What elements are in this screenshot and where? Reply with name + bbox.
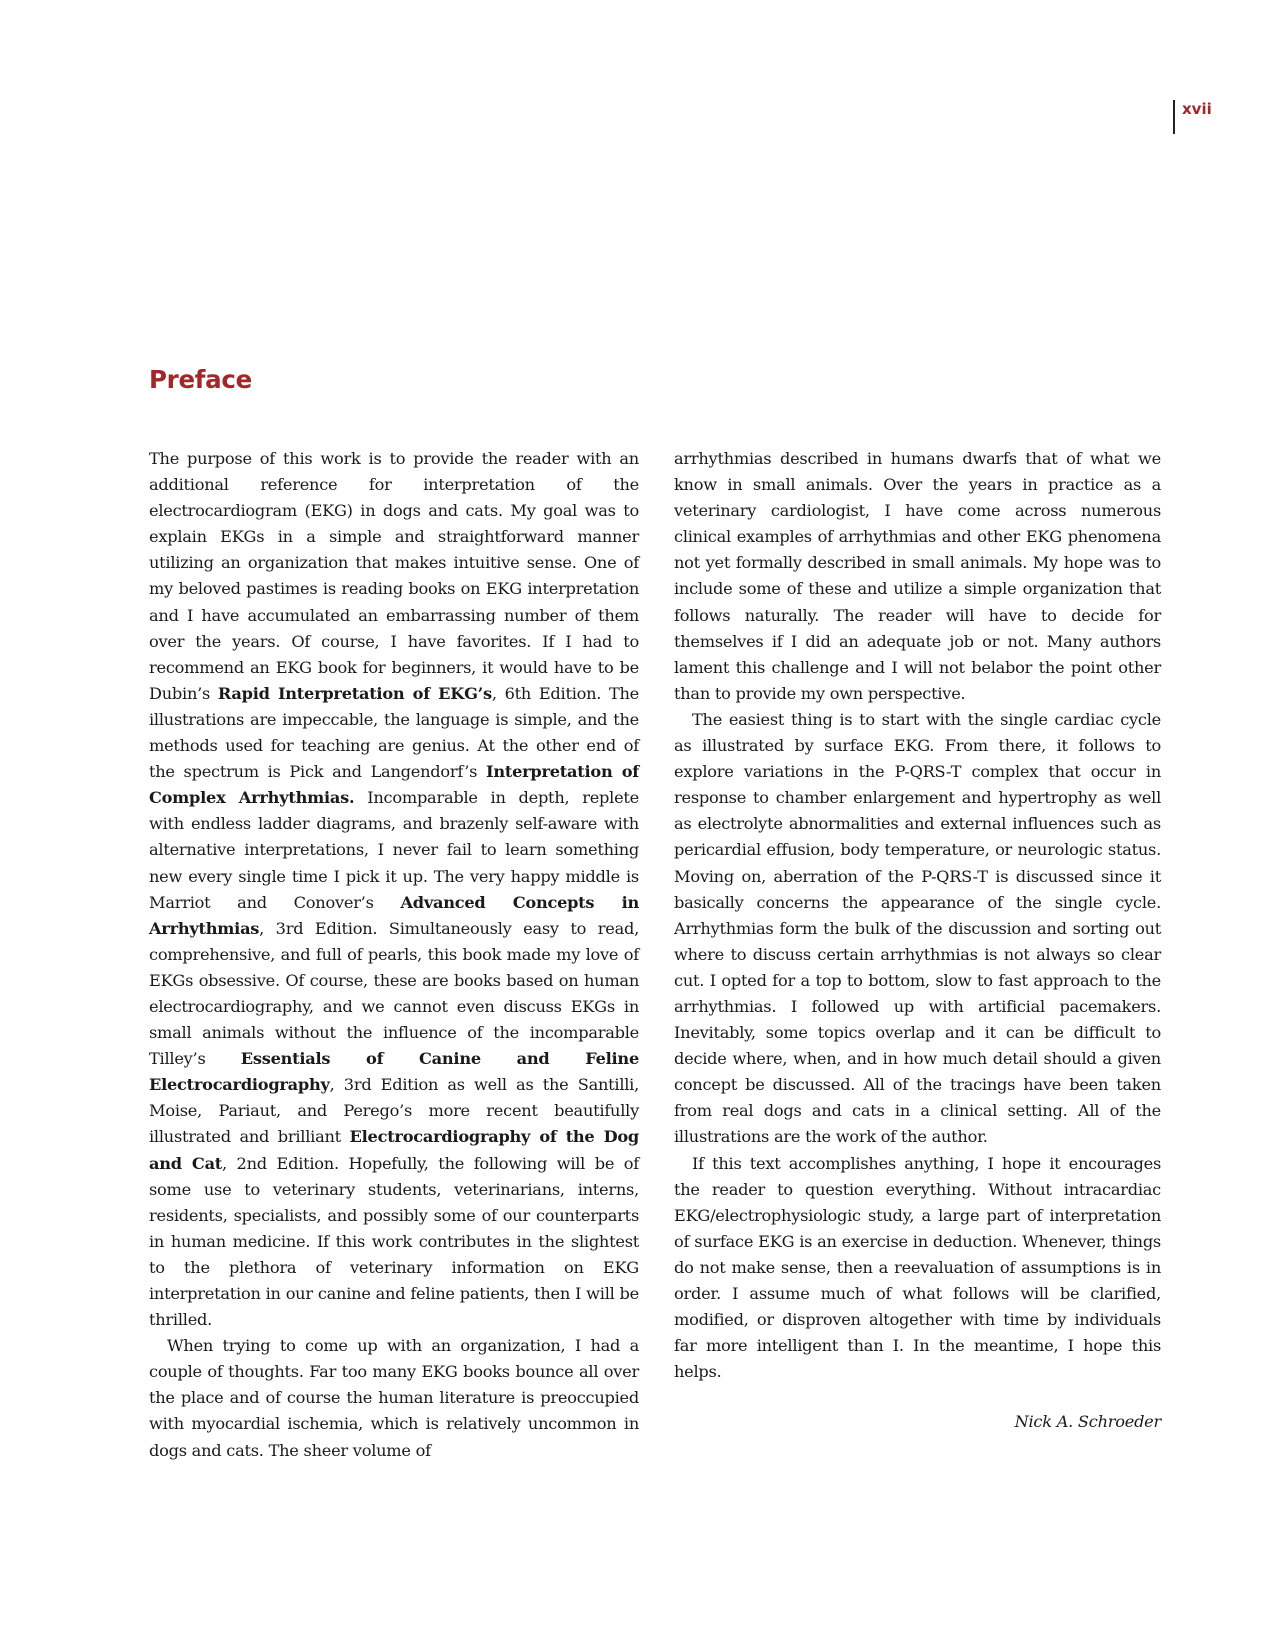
left-column [149, 446, 639, 1464]
text-run: The purpose of this work is to provide the reader with an additional reference for interpretation of the electrocardiogram (EKG) in dogs and cats. My goal was to explain EKGs in a simple and straightforward manner utilizing an organization that makes intuitive sense. One of my beloved pastimes is reading books on EKG interpretation and I have accumulated an embarrassing number of them over the years. Of course, I have favorites. If I had to recommend an EKG book for beginners, it would have to be Dubin’s [149, 449, 639, 703]
right-column [674, 446, 1161, 1435]
text-run: , 2nd Edition. Hopefully, the following will be of some use to veterinary students, veterinarians, interns, residents, specialists, and possibly some of our counterparts in human medicine. If this work contributes in the slightest to the plethora of veterinary information on EKG interpretation in our canine and feline patients, then I will be thrilled. [149, 1153, 640, 1330]
book-title-marriot-conover: Advanced Concepts in Arrhythmias [149, 892, 639, 938]
page-number: xvii [1182, 100, 1212, 118]
paragraph-approach: The easiest thing is to start with the single cardiac cycle as illustrated by surface EKG. From there, it follows to explore variations in the P-QRS-T complex that occur in response to chamber enlargement and hypertrophy as well as electrolyte abnormalities and external influences such as pericardial effusion, body temperature, or neurologic status. Moving on, aberration of the P-QRS-T is discussed since it basically concerns the appearance of the single cycle. Arrhythmias form the bulk of the discussion and sorting out where to discuss certain arrhythmias is not always so clear cut. I opted for a top to bottom, slow to fast approach to the arrhythmias. I followed up with artificial pacemakers. Inevitably, some topics overlap and it can be difficult to decide where, when, and in how much detail should a given concept be discussed. All of the tracings have been taken from real dogs and cats in a clinical setting. All of the illustrations are the work of the author. [674, 709, 1161, 1147]
text-run: , 3rd Edition as well as the Santilli, Moise, Pariaut, and Perego’s more recent beautifully illustrated and brilliant [149, 1075, 639, 1147]
text-run: , 3rd Edition. Simultaneously easy to read, comprehensive, and full of pearls, this book made my love of EKGs obsessive. Of course, these are books based on human electrocardiography, and we cannot even discuss EKGs in small animals without the influence of the incomparable Tilley’s [149, 918, 639, 1069]
paragraph-conclusion: If this text accomplishes anything, I hope it encourages the reader to question everything. Without intracardiac EKG/electrophysiologic study, a large part of interpretation of surface EKG is an exercise in deduction. Whenever, things do not make sense, then a reevaluation of assumptions is in order. I assume much of what follows will be clarified, modified, or disproven altogether with time by individuals far more intelligent than I. In the meantime, I hope this helps. [674, 1153, 1161, 1382]
book-title-dubin: Rapid Interpretation of EKG’s [217, 683, 492, 703]
book-title-pick-langendorf: Interpretation of Complex Arrhythmias. [149, 762, 639, 808]
page-number-marker [1173, 100, 1212, 134]
page-title: Preface [149, 365, 252, 394]
text-run: Incomparable in depth, replete with endless ladder diagrams, and brazenly self-aware with alternative interpretations, I never fail to learn something new every single time I pick it up. The very happy middle is Marriot and Conover’s [149, 788, 640, 912]
paragraph-organization: When trying to come up with an organization, I had a couple of thoughts. Far too many EKG books bounce all over the place and of course the human literature is preoccupied with myocardial ischemia, which is relatively uncommon in dogs and cats. The sheer volume of [149, 1336, 639, 1460]
book-title-tilley: Essentials of Canine and Feline Electrocardiography [149, 1049, 639, 1095]
book-title-santilli: Electrocardiography of the Dog and Cat [149, 1127, 639, 1173]
paragraph-purpose [149, 446, 639, 1333]
paragraph-arrhythmias: arrhythmias described in humans dwarfs that of what we know in small animals. Over the years in practice as a veterinary cardiologist, I have come across numerous clinical examples of arrhythmias and other EKG phenomena not yet formally described in small animals. My hope was to include some of these and utilize a simple organization that follows naturally. The reader will have to decide for themselves if I did an adequate job or not. Many authors lament this challenge and I will not belabor the point other than to provide my own perspective. [674, 449, 1161, 703]
author-signature: Nick A. Schroeder [1014, 1412, 1161, 1432]
text-run: , 6th Edition. The illustrations are impeccable, the language is simple, and the methods used for teaching are genius. At the other end of the spectrum is Pick and Langendorf’s [149, 683, 640, 782]
